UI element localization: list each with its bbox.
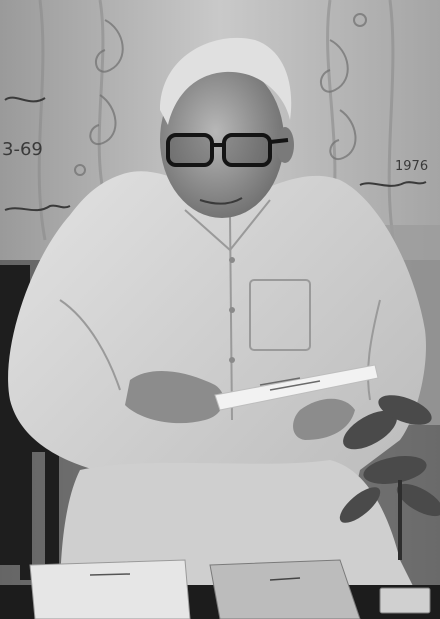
book-left-title <box>90 574 130 575</box>
book-left <box>30 560 190 619</box>
inscription-right-number: 1976 <box>395 159 429 174</box>
book-right <box>210 560 360 619</box>
small-box <box>380 588 430 613</box>
inscription-left-date: 3-69 <box>2 139 43 160</box>
glasses-icon <box>168 135 288 165</box>
man-ear <box>276 127 294 163</box>
